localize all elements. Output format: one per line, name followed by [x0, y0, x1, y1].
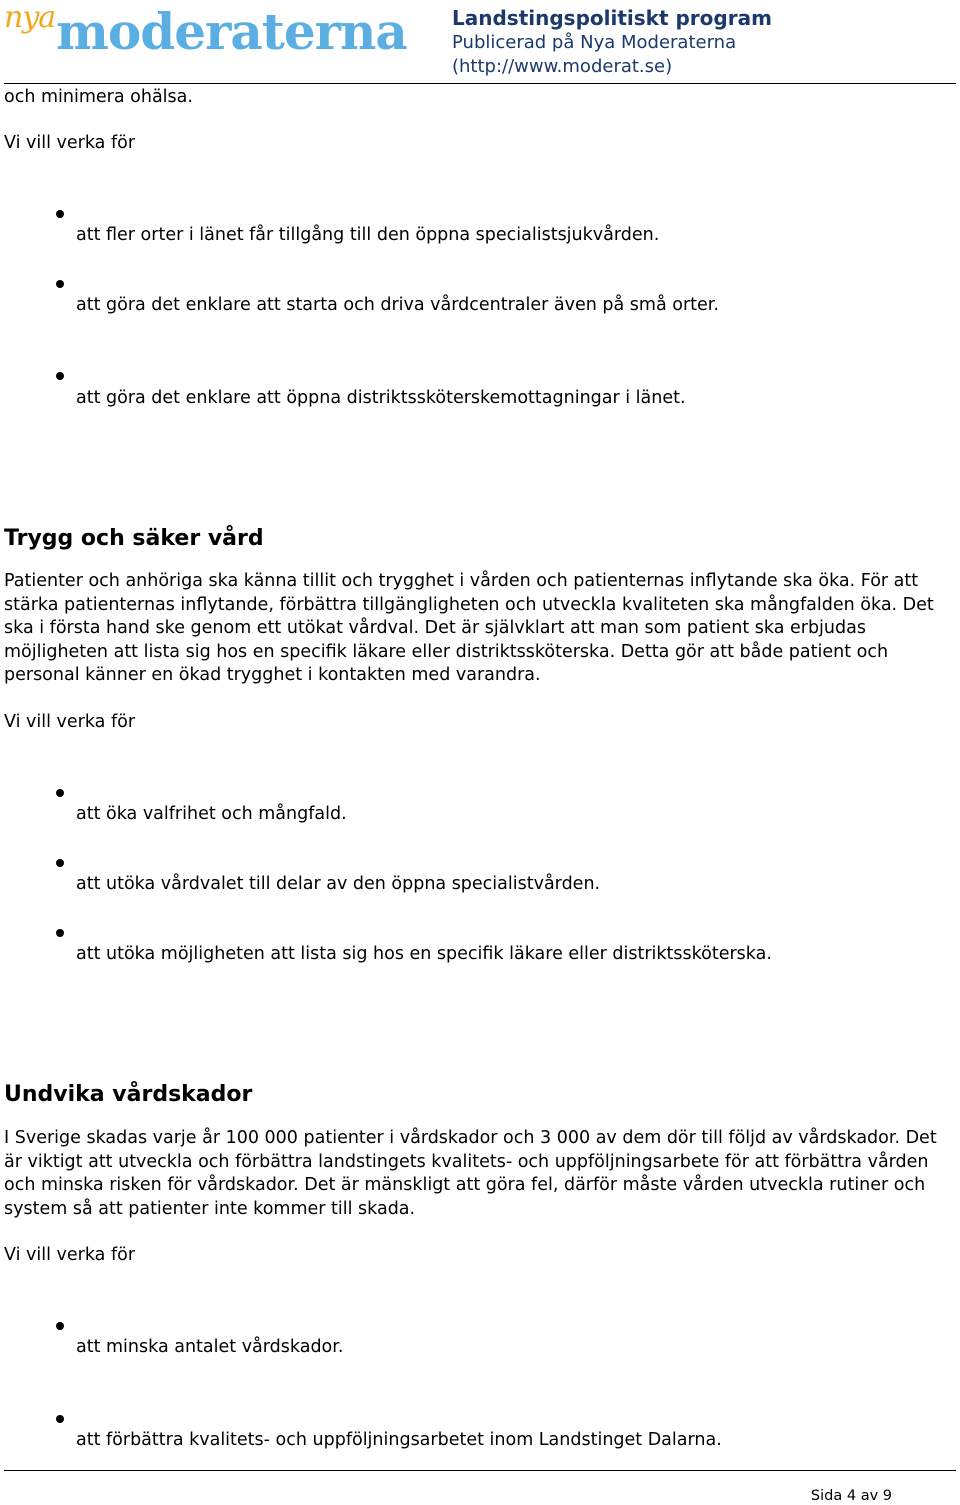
list-item: att utöka vårdvalet till delar av den öppna specialistvården.	[76, 874, 601, 894]
list-item: att utöka möjligheten att lista sig hos en specifik läkare eller distriktssköterska.	[76, 944, 772, 964]
bullet-icon	[56, 280, 64, 288]
intro-line: och minimera ohälsa.	[4, 87, 193, 107]
footer-divider	[4, 1470, 956, 1471]
want-label: Vi vill verka för	[4, 712, 136, 732]
list-item: att öka valfrihet och mångfald.	[76, 804, 347, 824]
list-item: att fler orter i länet får tillgång till den öppna specialistsjukvården.	[76, 225, 660, 245]
header-divider	[4, 83, 956, 84]
bullet-icon	[56, 1415, 64, 1423]
bullet-icon	[56, 789, 64, 797]
section-paragraph: I Sverige skadas varje år 100 000 patienter i vårdskador och 3 000 av dem dör till följd av vårdskador. Det är viktigt att utveckla och förbättra landstingets kvalitets- och uppföljningsarbete för att förbättra vården och minska risken för vårdskador. Det är mänskligt att göra fel, därför måste vården utveckla rutiner och system så att patienter inte kommer till skada.	[4, 1128, 937, 1219]
bullet-icon	[56, 210, 64, 218]
logo-moderaterna: moderaterna	[56, 2, 407, 61]
list-item: att minska antalet vårdskador.	[76, 1337, 344, 1357]
section-heading: Trygg och säker vård	[4, 526, 264, 551]
want-label-1: Vi vill verka för	[4, 133, 136, 153]
list-item: att göra det enklare att starta och driva vårdcentraler även på små orter.	[76, 295, 719, 315]
bullet-icon	[56, 859, 64, 867]
document-subtitle: Publicerad på Nya Moderaterna (http://www.moderat.se)	[452, 32, 737, 77]
list-item: att göra det enklare att öppna distriktssköterskemottagningar i länet.	[76, 388, 686, 408]
bullet-icon	[56, 372, 64, 380]
bullet-icon	[56, 929, 64, 937]
section-heading: Undvika vårdskador	[4, 1082, 253, 1107]
section-paragraph: Patienter och anhöriga ska känna tillit och trygghet i vården och patienternas inflytande ska öka. För att stärka patienternas inflytande, förbättra tillgängligheten och utveckla kvaliteten ska mångfalden öka. Det ska i första hand ske genom ett utökat vårdval. Det är självklart att man som patient ska erbjudas möjligheten att lista sig hos en specifik läkare eller distriktssköterska. Detta gör att både patient och personal känner en ökad trygghet i kontakten med varandra.	[4, 571, 934, 685]
document-title: Landstingspolitiskt program	[452, 6, 772, 30]
logo-nya: nya	[4, 0, 56, 35]
page-number: Sida 4 av 9	[810, 1488, 892, 1504]
bullet-icon	[56, 1322, 64, 1330]
list-item: att förbättra kvalitets- och uppföljningsarbetet inom Landstinget Dalarna.	[76, 1430, 722, 1450]
want-label: Vi vill verka för	[4, 1245, 136, 1265]
